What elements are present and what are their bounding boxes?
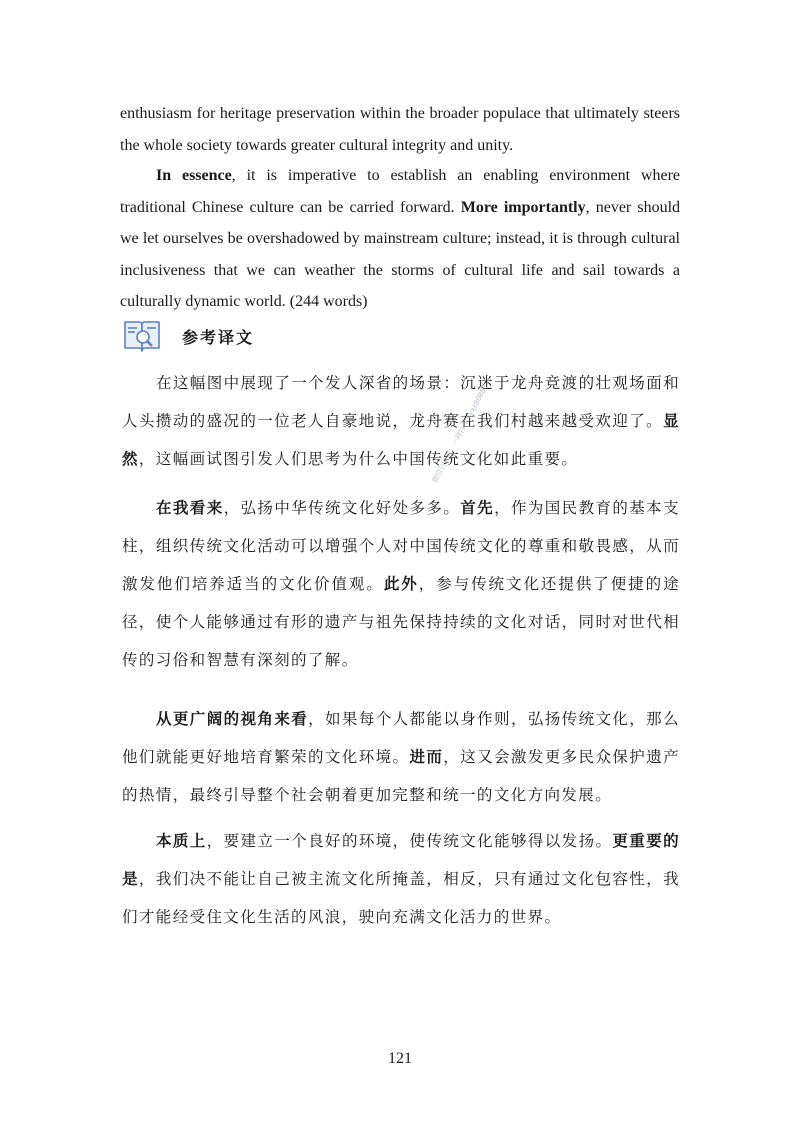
- transition-in-essence: In essence: [156, 167, 232, 184]
- transition-essentially: 本质上: [156, 831, 207, 850]
- page-number: 121: [388, 1050, 412, 1067]
- english-paragraph-2: In essence, it is imperative to establish an enabling environment where traditional Chinese culture can be carried forward. More importantly, never should we let ourselves be overshadowed by mainstream culture; instead, it is through cultural inclusiveness that we can weather the storms of cultural life and sail towards a culturally dynamic world. (244 words): [120, 167, 681, 310]
- chinese-paragraph-3: 从更广阔的视角来看，如果每个人都能以身作则，弘扬传统文化，那么他们就能更好地培育繁荣的文化环境。进而，这又会激发更多民众保护遗产的热情，最终引导整个社会朝着更加完整和统一的文化方向发展。: [122, 709, 680, 804]
- english-paragraph-1: enthusiasm for heritage preservation within the broader populace that ultimately steers the whole society towards greater cultural integrity and unity.: [120, 105, 680, 154]
- transition-in-my-view: 在我看来: [156, 498, 224, 517]
- transition-besides: 此外: [383, 574, 419, 593]
- transition-more-important: 更重要的是: [122, 831, 680, 888]
- book-magnifier-icon: [122, 318, 162, 354]
- reference-translation-header: [122, 318, 254, 354]
- transition-clearly: 显然: [122, 411, 680, 468]
- section-title: 参考译文: [182, 327, 255, 347]
- watermark: 微信公众号：一网打尽 kyxz8088: [430, 387, 488, 485]
- transition-more-importantly: More importantly: [460, 198, 586, 216]
- transition-broader-view: 从更广阔的视角来看: [156, 709, 309, 728]
- transition-further: 进而: [409, 747, 444, 766]
- chinese-paragraph-2: 在我看来，弘扬中华传统文化好处多多。首先，作为国民教育的基本支柱，组织传统文化活动可以增强个人对中国传统文化的尊重和敬畏感，从而激发他们培养适当的文化价值观。此外，参与传统文化还提供了便捷的途径，使个人能够通过有形的遗产与祖先保持持续的文化对话，同时对世代相传的习俗和智慧有深刻的了解。: [122, 498, 680, 669]
- chinese-paragraph-4: 本质上，要建立一个良好的环境，使传统文化能够得以发扬。更重要的是，我们决不能让自己被主流文化所掩盖，相反，只有通过文化包容性，我们才能经受住文化生活的风浪，驶向充满文化活力的世界。: [122, 831, 680, 926]
- transition-first: 首先: [460, 498, 495, 517]
- chinese-paragraph-1: 在这幅图中展现了一个发人深省的场景：沉迷于龙舟竞渡的壮观场面和人头攒动的盛况的一位老人自豪地说，龙舟赛在我们村越来越受欢迎了。显然，这幅画试图引发人们思考为什么中国传统文化如此重要。: [122, 374, 680, 468]
